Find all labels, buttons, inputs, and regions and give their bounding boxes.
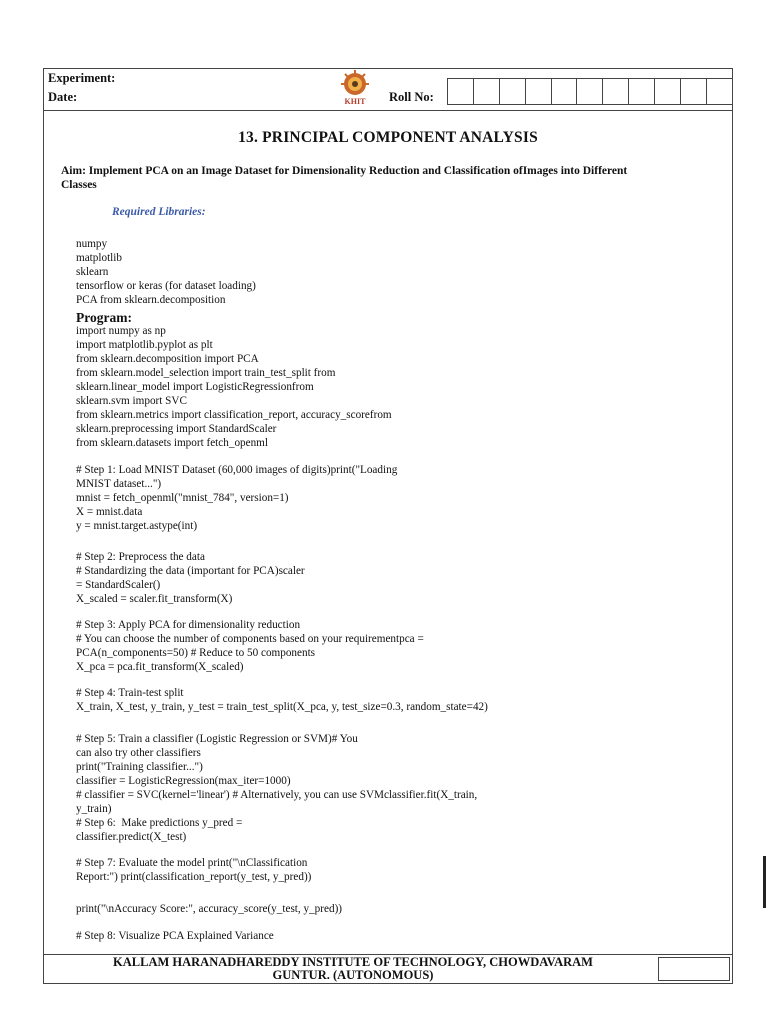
code-line: # Step 1: Load MNIST Dataset (60,000 images of digits)print("Loading — [76, 464, 398, 476]
code-line: # Standardizing the data (important for PCA)scaler — [76, 565, 305, 577]
code-line: PCA(n_components=50) # Reduce to 50 components — [76, 647, 316, 659]
code-line: classifier = LogisticRegression(max_iter=1000) — [76, 775, 291, 787]
library-item: PCA from sklearn.decomposition — [76, 294, 226, 306]
code-line: from sklearn.model_selection import train_test_split from — [76, 367, 336, 379]
roll-number-boxes — [448, 78, 733, 105]
roll-box — [654, 78, 681, 105]
logo-text: KHIT — [344, 97, 366, 106]
code-line: # Step 8: Visualize PCA Explained Variance — [76, 930, 274, 942]
roll-box — [473, 78, 500, 105]
roll-box — [447, 78, 474, 105]
code-line: print("\nAccuracy Score:", accuracy_score(y_test, y_pred)) — [76, 903, 343, 915]
code-line: X_pca = pca.fit_transform(X_scaled) — [76, 661, 244, 673]
code-line: Report:") print(classification_report(y_test, y_pred)) — [76, 871, 312, 883]
code-line: mnist = fetch_openml("mnist_784", version=1) — [76, 492, 289, 504]
roll-box — [551, 78, 578, 105]
document-frame — [43, 68, 733, 984]
code-line: MNIST dataset...") — [76, 478, 162, 490]
code-line: can also try other classifiers — [76, 747, 201, 759]
code-line: = StandardScaler() — [76, 579, 161, 591]
code-line: # Step 7: Evaluate the model print("\nClassification — [76, 857, 308, 869]
code-line: X_scaled = scaler.fit_transform(X) — [76, 593, 233, 605]
code-line: from sklearn.datasets import fetch_openml — [76, 437, 268, 449]
code-line: from sklearn.metrics import classification_report, accuracy_scorefrom — [76, 409, 392, 421]
required-libraries-heading: Required Libraries: — [112, 206, 206, 218]
code-line: sklearn.linear_model import LogisticRegressionfrom — [76, 381, 314, 393]
code-line: # You can choose the number of components based on your requirementpca = — [76, 633, 424, 645]
edge-mark — [763, 856, 766, 908]
code-line: X_train, X_test, y_train, y_test = train_test_split(X_pca, y, test_size=0.3, random_state=42) — [76, 701, 488, 713]
date-label: Date: — [48, 90, 78, 104]
code-line: sklearn.preprocessing import StandardScaler — [76, 423, 277, 435]
page-number-box — [658, 957, 730, 981]
code-line: import numpy as np — [76, 325, 166, 337]
page-footer — [44, 954, 732, 983]
code-line: y_train) — [76, 803, 112, 815]
code-line: # Step 5: Train a classifier (Logistic Regression or SVM)# You — [76, 733, 358, 745]
footer-line-1: KALLAM HARANADHAREDDY INSTITUTE OF TECHNOLOGY, CHOWDAVARAM — [113, 955, 593, 969]
library-item: tensorflow or keras (for dataset loading) — [76, 280, 256, 292]
institute-name — [50, 956, 656, 982]
code-line: y = mnist.target.astype(int) — [76, 520, 198, 532]
code-line: # Step 6: Make predictions y_pred = — [76, 817, 243, 829]
footer-line-2: GUNTUR. (AUTONOMOUS) — [272, 968, 434, 982]
code-line: sklearn.svm import SVC — [76, 395, 187, 407]
experiment-label: Experiment: — [48, 71, 116, 85]
roll-box — [628, 78, 655, 105]
roll-box — [680, 78, 707, 105]
code-line: classifier.predict(X_test) — [76, 831, 187, 843]
code-line: print("Training classifier...") — [76, 761, 203, 773]
roll-box — [499, 78, 526, 105]
code-line: # Step 3: Apply PCA for dimensionality reduction — [76, 619, 301, 631]
code-line: # Step 4: Train-test split — [76, 687, 184, 699]
code-line: # Step 2: Preprocess the data — [76, 551, 205, 563]
page-title: 13. PRINCIPAL COMPONENT ANALYSIS — [238, 129, 538, 146]
aim-text: Aim: Implement PCA on an Image Dataset for Dimensionality Reduction and Classification ofImages into Different Classes — [61, 165, 628, 191]
roll-box — [525, 78, 552, 105]
roll-box — [576, 78, 603, 105]
code-line: X = mnist.data — [76, 506, 143, 518]
code-line: from sklearn.decomposition import PCA — [76, 353, 259, 365]
roll-no-label: Roll No: — [389, 90, 434, 104]
code-line: # classifier = SVC(kernel='linear') # Alternatively, you can use SVMclassifier.fit(X_train, — [76, 789, 478, 801]
library-item: matplotlib — [76, 252, 122, 264]
library-item: numpy — [76, 238, 108, 250]
roll-box — [602, 78, 629, 105]
roll-box — [706, 78, 733, 105]
page-header — [44, 69, 732, 111]
code-line: import matplotlib.pyplot as plt — [76, 339, 213, 351]
institute-logo-icon — [336, 70, 374, 106]
program-heading: Program: — [76, 310, 132, 325]
library-item: sklearn — [76, 266, 109, 278]
